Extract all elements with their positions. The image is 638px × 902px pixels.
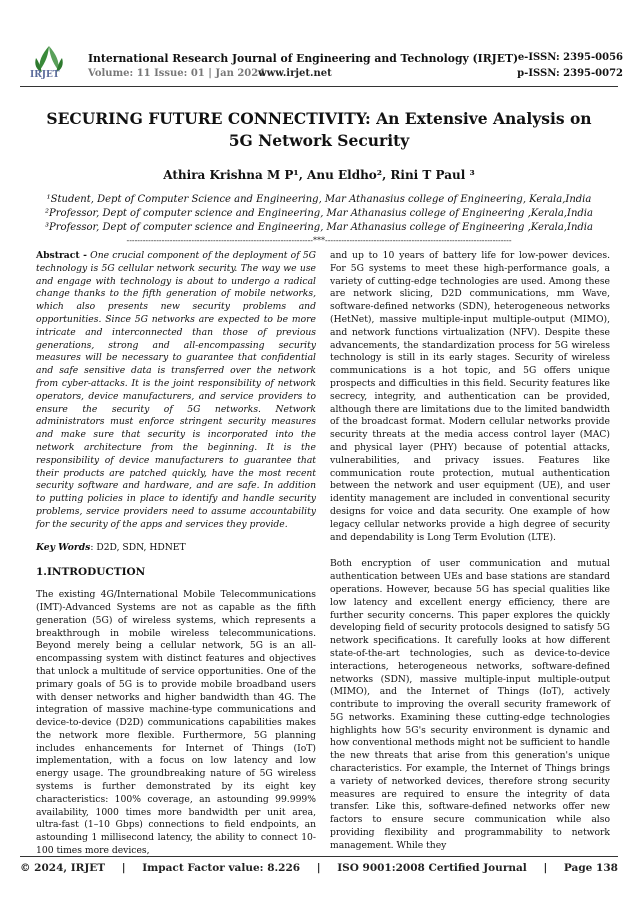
footer-divider xyxy=(20,856,618,857)
keywords xyxy=(36,542,316,555)
volume-info: Volume: 11 Issue: 01 | Jan 2024 xyxy=(88,68,266,79)
footer-iso: ISO 9001:2008 Certified Journal xyxy=(337,862,527,874)
abstract-text: One crucial component of the deployment of 5G technology is 5G cellular network security. The way we use and engage with technology is about to undergo a radical change thanks to the fifth generation of mobile networks, which also presents new security problems and opportunities. Since 5G networks are expected to be more intricate and interconnected than those of previous generations, strong and all-encompassing security measures will be necessary to guarantee that confidential and safe sensitive data is transferred over the network from cyber-attacks. It is the joint responsibility of network operators, device manufacturers, and service providers to ensure the security of 5G networks. Network administrators must enforce stringent security measures and make sure that security is incorporated into the network architecture from the beginning. It is the responsibility of device manufacturers to guarantee that their products are patched quickly, have the most recent security software and hardware, and are safe. In addition to putting policies in place to identify and handle security problems, service providers need to assume accountability for the security of the apps and services they provide. xyxy=(36,250,317,530)
paper-title: SECURING FUTURE CONNECTIVITY: An Extensive Analysis on 5G Network Security xyxy=(46,109,592,150)
intro-paragraph-1: The existing 4G/International Mobile Telecommunications (IMT)-Advanced Systems are not as capable as the fifth generation (5G) of wireless systems, which represents a breakthrough in mobile wireless telecommunications. Beyond merely being a cellular network, 5G is an all-encompassing system with distinct features and objectives that unlock a multitude of service opportunities. One of the primary goals of 5G is to provide mobile broadband users with denser networks and higher bandwidth than 4G. The integration of massive machine-type communications and device-to-device (D2D) communications capabilities makes the network more flexible. Furthermore, 5G planning includes enhancements for Internet of Things (IoT) implementation, with a focus on low latency and low energy usage. The groundbreaking nature of 5G wireless systems is further demonstrated by its eight key characteristics: 100% coverage, an astounding 99.999% availability, 1000 times more bandwidth per unit area, ultra-fast (1–10 Gbps) connections to field endpoints, an astounding 1 millisecond latency, the ability to connect 10-100 times more devices, xyxy=(36,589,316,857)
logo-text: IRJET xyxy=(30,70,60,80)
page-header xyxy=(0,0,638,92)
footer-sep: | xyxy=(121,862,126,874)
section-separator: ---------------------------------------------------------------------***--------------------------------------------------------------------- xyxy=(126,236,512,245)
footer-sep: | xyxy=(316,862,321,874)
right-column xyxy=(330,250,610,859)
affiliation-1: ¹Student, Dept of Computer Science and Engineering, Mar Athanasius college of Engineering, Kerala,India xyxy=(46,194,592,205)
abstract-label: Abstract - xyxy=(36,250,87,261)
footer-page-number: Page 138 xyxy=(563,862,618,874)
footer-copyright: © 2024, IRJET xyxy=(20,862,106,874)
affiliation-2: ²Professor, Dept of computer science and Engineering, Mar Athanasius college of Engineering ,Kerala,India xyxy=(45,208,593,219)
keywords-label: Key Words xyxy=(36,541,91,553)
pissn: p-ISSN: 2395-0072 xyxy=(517,68,623,79)
abstract xyxy=(36,250,316,532)
keywords-text: : D2D, SDN, HDNET xyxy=(90,541,186,553)
journal-name: International Research Journal of Engineering and Technology (IRJET) xyxy=(88,52,519,65)
paper-authors: Athira Krishna M P¹, Anu Eldho², Rini T Paul ³ xyxy=(163,168,475,182)
footer-impact-factor: Impact Factor value: 8.226 xyxy=(142,862,301,874)
affiliation-3: ³Professor, Dept of computer science and Engineering, Mar Athanasius college of Engineering ,Kerala,India xyxy=(45,222,593,233)
header-divider xyxy=(20,86,618,87)
right-paragraph-1: and up to 10 years of battery life for low-power devices. For 5G systems to meet these high-performance goals, a variety of cutting-edge technologies are used. Among these are network slicing, D2D communications, mm Wave, software-defined networks (SDN), heterogeneous networks (HetNet), massive multiple-input multiple-output (MIMO), and network functions virtualization (NFV). Despite these advancements, the standardization process for 5G wireless technology is still in its early stages. Security of wireless communications is a hot topic, and 5G offers unique prospects and difficulties in this field. Security features like secrecy, integrity, and authentication can be provided, although there are limitations due to the limited bandwidth of the broadcast format. Modern cellular networks provide security threats at the media access control layer (MAC) and physical layer (PHY) because of potential attacks, vulnerabilities, and privacy issues. Features like communication route protection, mutual authentication between the network and user equipment (UE), and user identity management are included in conventional security designs for voice and data security. One example of how legacy cellular networks provide a high degree of security and dependability is Long Term Evolution (LTE). xyxy=(330,250,610,543)
right-paragraph-2: Both encryption of user communication and mutual authentication between UEs and base stations are standard operations. However, because 5G has special qualities like low latency and excellent energy efficiency, there are further security concerns. This paper explores the quickly developing field of security protocols designed to satisfy 5G network specifications. It carefully looks at how different state-of-the-art technologies, such as device-to-device interactions, heterogeneous networks, software-defined networks (SDN), massive multiple-input multiple-output (MIMO), and the Internet of Things (IoT), actively contribute to improving the overall security framework of 5G networks. Examining these cutting-edge technologies highlights how 5G's security environment is dynamic and how conventional methods might not be sufficient to handle the new threats that arise from this generation's unique characteristics. For example, the Internet of Things brings a variety of networked devices, therefore strong security measures are required to ensure the integrity of data transfer. Like this, software-defined networks offer new factors to ensure secure communication while also providing flexibility and programmability to network management. While they xyxy=(330,558,610,851)
journal-website[interactable]: www.irjet.net xyxy=(258,68,332,79)
section-heading-introduction: 1.INTRODUCTION xyxy=(36,566,146,579)
eissn: e-ISSN: 2395-0056 xyxy=(517,52,623,63)
footer-sep: | xyxy=(543,862,548,874)
page-footer xyxy=(20,862,618,874)
left-column xyxy=(36,250,316,864)
